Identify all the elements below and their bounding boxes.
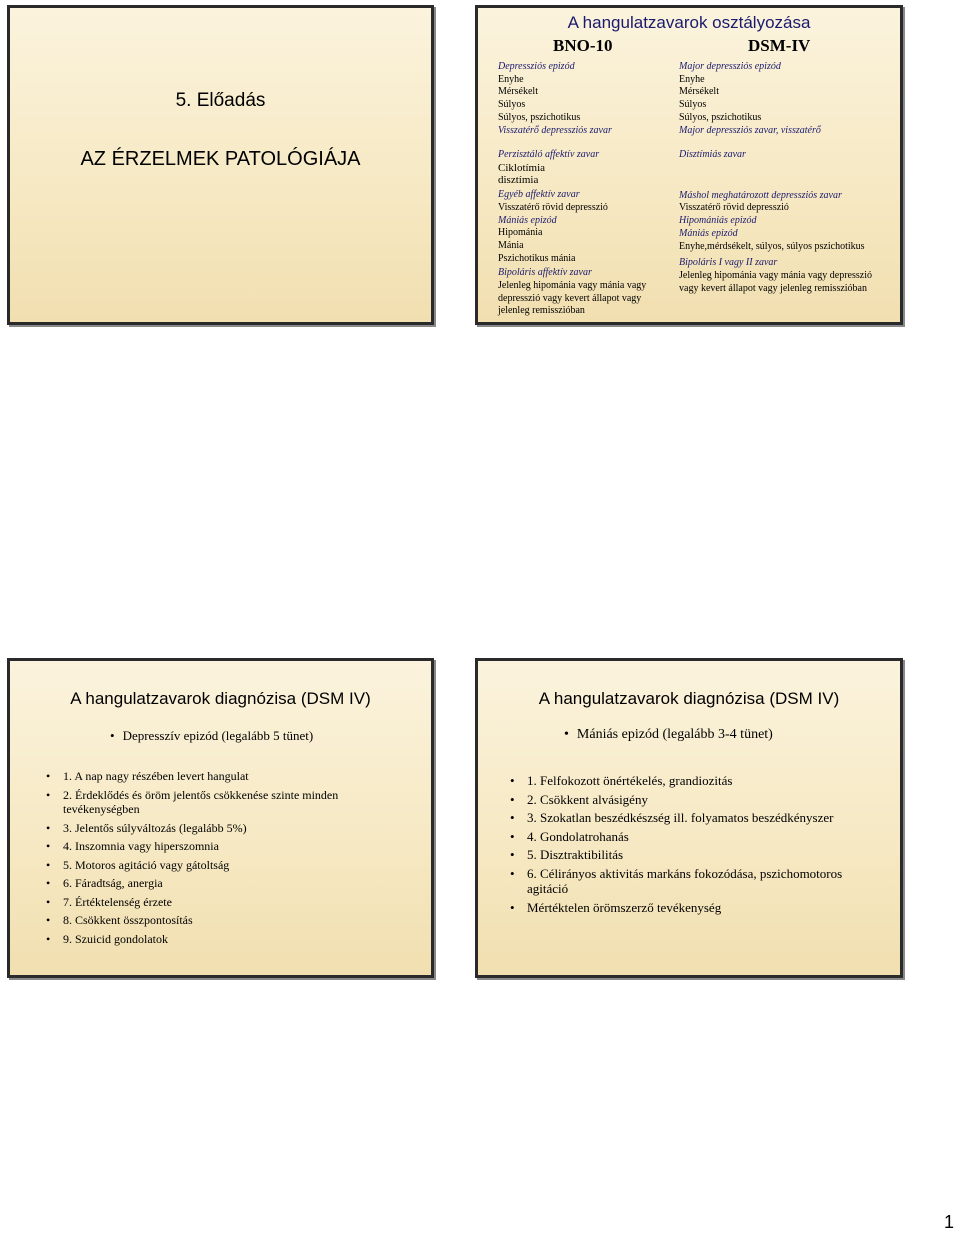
bullet-icon: • xyxy=(46,820,51,835)
dsm-block-1 xyxy=(679,61,899,137)
bno-item: Súlyos, pszichotikus xyxy=(498,111,581,123)
symptom-list xyxy=(46,769,386,950)
subtitle-text: Depresszív epizód (legalább 5 tünet) xyxy=(122,728,314,743)
bullet-icon: • xyxy=(510,899,515,915)
dsm-item: Súlyos, pszichotikus xyxy=(679,111,762,123)
symptom-list xyxy=(510,773,880,918)
bullet-icon: • xyxy=(510,810,515,825)
subtitle-text: Mániás epizód (legalább 3-4 tünet) xyxy=(576,727,773,742)
list-item xyxy=(46,913,386,928)
item-text: 3. Jelentős súlyváltozás (legalább 5%) xyxy=(63,820,247,835)
slide-manic-episode xyxy=(475,658,903,978)
bno-item: Egyéb affektív zavar xyxy=(498,189,580,201)
item-text: 1. A nap nagy részében levert hangulat xyxy=(63,769,249,783)
bno-item: Visszatérő depressziós zavar xyxy=(498,124,612,136)
dsm-item: Jelenleg hipománia vagy mánia vagy depresszió vagy kevert állapot vagy jelenleg remisszióban xyxy=(679,269,872,294)
list-item xyxy=(510,792,880,808)
dsm-item: Mániás epizód xyxy=(679,227,738,239)
dsm-item: Visszatérő rövid depresszió xyxy=(679,202,789,214)
bno-item: Mániás epizód xyxy=(498,214,557,226)
dsm-item: Mérsékelt xyxy=(679,86,719,98)
bullet-icon: • xyxy=(110,728,115,743)
item-text: 7. Értéktelenség érzete xyxy=(63,894,172,909)
item-text: 5. Disztraktibilitás xyxy=(527,847,624,862)
list-item xyxy=(46,895,386,910)
bullet-icon: • xyxy=(46,913,51,927)
bno-item: Perzisztáló affektív zavar xyxy=(498,149,600,160)
slide-subtitle xyxy=(110,728,313,744)
dsm-item: Major depressziós epizód xyxy=(679,61,781,72)
list-item xyxy=(510,829,880,845)
item-text: 2. Csökkent alvásigény xyxy=(527,791,648,807)
bullet-icon: • xyxy=(510,791,515,807)
list-item xyxy=(46,839,386,854)
slide-subtitle xyxy=(564,727,773,743)
item-text: 1. Felfokozott önértékelés, grandiozitás xyxy=(527,773,733,788)
bno-item: Visszatérő rövid depresszió xyxy=(498,201,608,213)
bno-item: Jelenleg hipománia vagy mánia vagy depresszió vagy kevert állapot vagy jelenleg remisszióban xyxy=(498,280,647,317)
bullet-icon: • xyxy=(46,839,51,853)
slide-classification xyxy=(475,5,903,325)
bullet-icon: • xyxy=(510,847,515,862)
bullet-icon: • xyxy=(46,876,51,890)
bullet-icon: • xyxy=(46,769,51,783)
bullet-icon: • xyxy=(46,857,51,872)
bno-item: Mánia xyxy=(498,239,524,251)
list-item xyxy=(46,932,386,947)
list-item xyxy=(46,769,386,784)
dsm-item: Disztímiás zavar xyxy=(679,149,746,160)
item-text: 5. Motoros agitáció vagy gátoltság xyxy=(63,857,230,872)
bullet-icon: • xyxy=(564,727,569,742)
list-item xyxy=(46,788,386,817)
item-text: 9. Szuicid gondolatok xyxy=(63,931,168,946)
bno-item: disztímia xyxy=(498,174,539,187)
item-text: 4. Inszomnia vagy hiperszomnia xyxy=(63,839,219,853)
slide-title xyxy=(7,5,434,325)
bullet-icon: • xyxy=(46,787,51,802)
bno-item: Pszichotikus mánia xyxy=(498,252,576,264)
dsm-block-2 xyxy=(679,149,899,295)
bno-item: Mérsékelt xyxy=(498,86,538,98)
dsm-header: DSM-IV xyxy=(748,36,811,55)
dsm-item: Bipoláris I vagy II zavar xyxy=(679,257,778,269)
list-item xyxy=(46,858,386,873)
item-text: 3. Szokatlan beszédkészség ill. folyamatos beszédkényszer xyxy=(527,810,834,825)
bno-header: BNO-10 xyxy=(553,36,613,55)
lecture-title: AZ ÉRZELMEK PATOLÓGIÁJA xyxy=(80,148,361,170)
lecture-number: 5. Előadás xyxy=(175,90,266,111)
bullet-icon: • xyxy=(510,773,515,788)
list-item xyxy=(46,821,386,836)
slide-heading: A hangulatzavarok diagnózisa (DSM IV) xyxy=(538,689,840,708)
bno-block-1 xyxy=(498,61,688,137)
list-item xyxy=(510,900,880,916)
slide-depressive-episode xyxy=(7,658,434,978)
bullet-icon: • xyxy=(46,931,51,946)
list-item xyxy=(510,773,880,789)
bno-item: Bipoláris affektív zavar xyxy=(498,267,592,279)
bullet-icon: • xyxy=(510,828,515,844)
item-text: 6. Fáradtság, anergia xyxy=(63,876,163,890)
list-item xyxy=(510,847,880,863)
list-item xyxy=(510,866,880,897)
dsm-item: Major depressziós zavar, visszatérő xyxy=(679,124,821,136)
item-text: 8. Csökkent összpontosítás xyxy=(63,913,193,927)
bullet-icon: • xyxy=(510,865,515,881)
item-text: 2. Érdeklődés és öröm jelentős csökkenése szinte minden tevékenységben xyxy=(63,787,339,816)
bno-item: Súlyos xyxy=(498,99,526,111)
bno-item: Hipománia xyxy=(498,227,543,239)
bno-block-2 xyxy=(498,149,688,318)
item-text: 4. Gondolatrohanás xyxy=(527,828,629,844)
list-item xyxy=(510,810,880,826)
bullet-icon: • xyxy=(46,894,51,909)
dsm-item: Súlyos xyxy=(679,99,707,111)
dsm-item: Enyhe,mérdsékelt, súlyos, súlyos pszichotikus xyxy=(679,240,865,252)
item-text: Mértéktelen örömszerző tevékenység xyxy=(527,899,722,915)
list-item xyxy=(46,876,386,891)
dsm-item: Enyhe xyxy=(679,73,705,85)
dsm-item: Máshol meghatározott depressziós zavar xyxy=(679,189,842,201)
dsm-item: Hipomániás epizód xyxy=(679,215,757,227)
slide-heading: A hangulatzavarok diagnózisa (DSM IV) xyxy=(70,689,371,708)
bno-item: Ciklotímia xyxy=(498,161,546,174)
bno-item: Depressziós epizód xyxy=(498,61,575,72)
page-number: 1 xyxy=(944,1212,955,1232)
slide-heading: A hangulatzavarok osztályozása xyxy=(567,13,811,32)
item-text: 6. Célirányos aktivitás markáns fokozódása, pszichomotoros agitáció xyxy=(527,865,843,896)
bno-item: Enyhe xyxy=(498,73,524,85)
